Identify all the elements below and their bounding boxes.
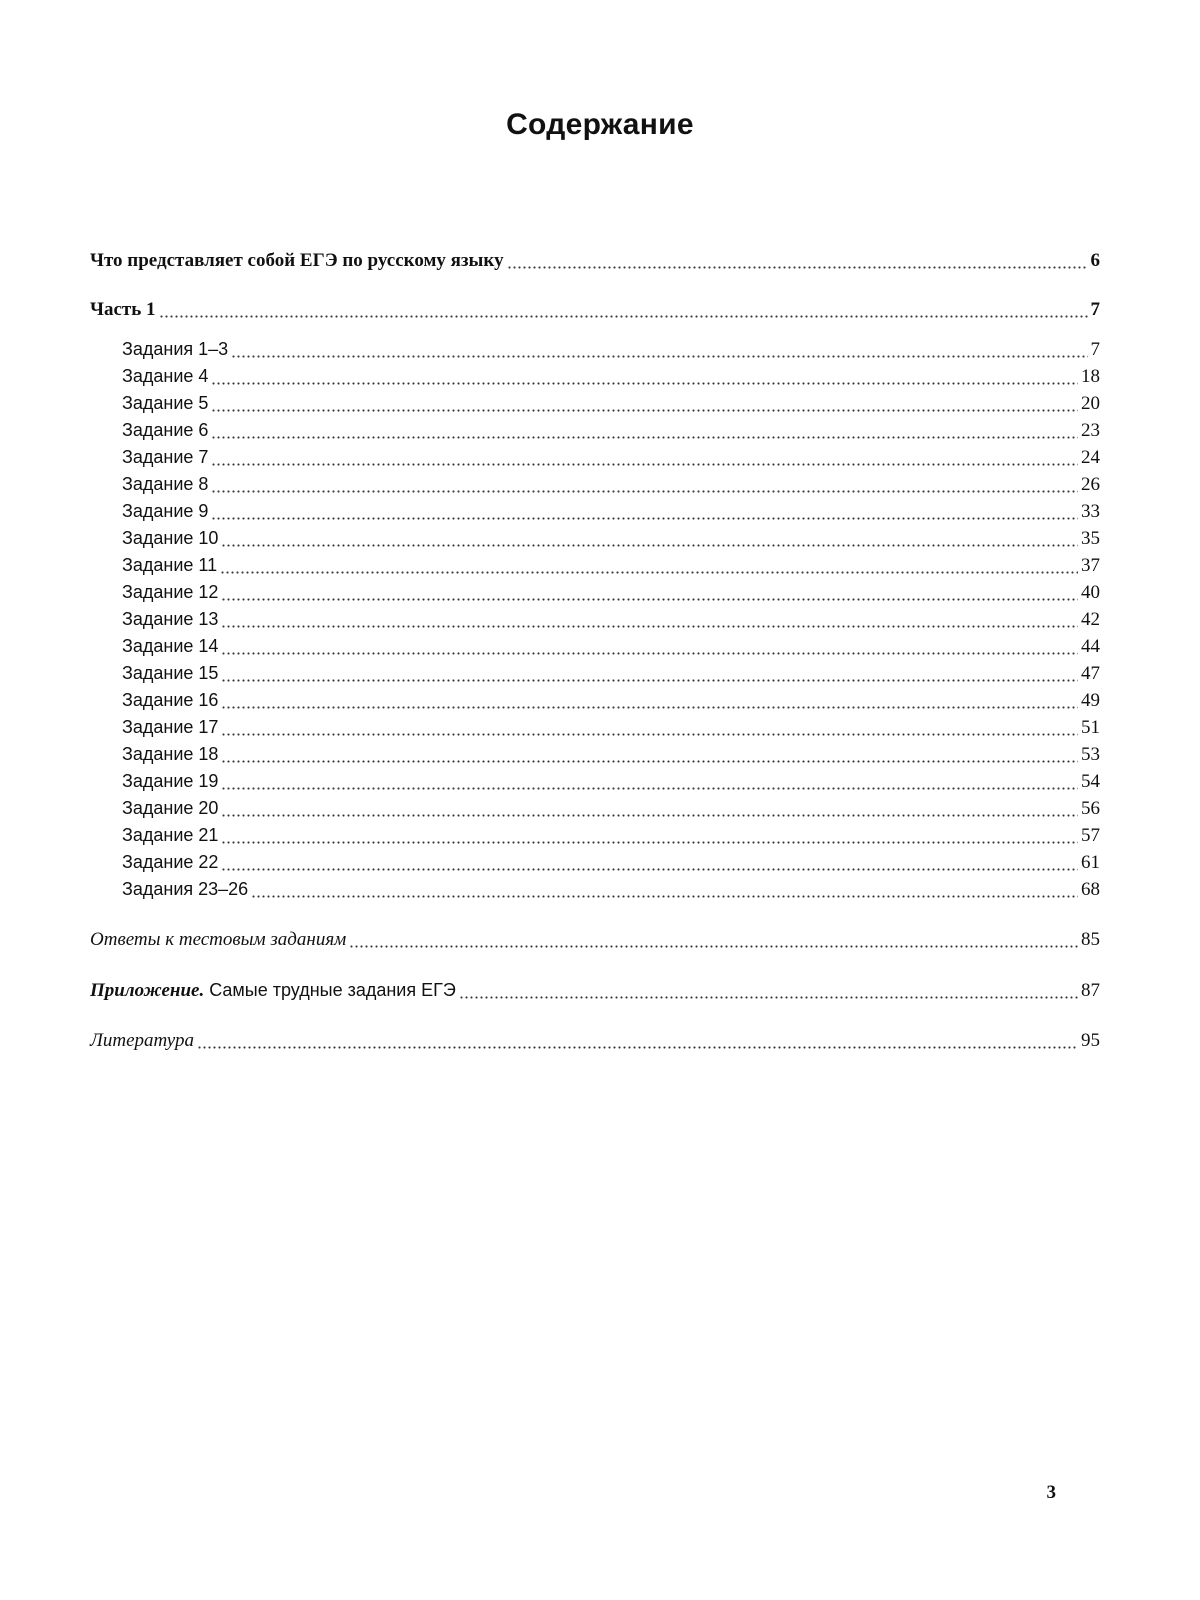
- toc-entry-page: 68: [1081, 879, 1100, 900]
- toc-entry-task[interactable]: [122, 690, 1100, 716]
- toc-entry-label: Задание 15: [122, 663, 219, 683]
- toc-entry-task[interactable]: [122, 717, 1100, 743]
- toc-entry-task[interactable]: [122, 582, 1100, 608]
- toc-entry-page: 18: [1081, 366, 1100, 387]
- dot-leader: [251, 893, 1078, 899]
- toc-entry-label: Задание 5: [122, 393, 209, 413]
- dot-leader: [211, 515, 1078, 521]
- toc-entry-page: 57: [1081, 825, 1100, 846]
- page-number: 3: [1046, 1482, 1056, 1503]
- dot-leader: [221, 596, 1078, 602]
- dot-leader: [159, 313, 1088, 319]
- toc-entry-part1[interactable]: [90, 299, 1100, 325]
- toc-entry-label: Литература: [90, 1030, 194, 1051]
- appendix-label-italic: Приложение.: [90, 980, 205, 1001]
- toc-entry-task[interactable]: [122, 825, 1100, 851]
- toc-entry-intro[interactable]: [90, 250, 1100, 276]
- toc-entry-label: Задание 9: [122, 501, 209, 521]
- toc-entry-page: 53: [1081, 744, 1100, 765]
- toc-entry-page: 23: [1081, 420, 1100, 441]
- toc-entry-task[interactable]: [122, 798, 1100, 824]
- toc-entry-task[interactable]: [122, 474, 1100, 500]
- toc-entry-label: Задание 22: [122, 852, 219, 872]
- dot-leader: [459, 994, 1078, 1000]
- dot-leader: [221, 731, 1078, 737]
- toc-entry-label: Задание 16: [122, 690, 219, 710]
- toc-entry-task[interactable]: [122, 852, 1100, 878]
- toc-entry-label: Часть 1: [90, 299, 156, 320]
- dot-leader: [221, 866, 1078, 872]
- dot-leader: [221, 542, 1078, 548]
- toc-entry-page: 61: [1081, 852, 1100, 873]
- toc-entry-label: [90, 980, 456, 1002]
- dot-leader: [197, 1044, 1078, 1050]
- toc-entry-page: 26: [1081, 474, 1100, 495]
- toc-entry-task[interactable]: [122, 609, 1100, 635]
- toc-entry-page: 40: [1081, 582, 1100, 603]
- toc-entry-label: Задания 1–3: [122, 339, 229, 359]
- toc-entry-page: 95: [1081, 1030, 1100, 1051]
- toc-entry-label: Задание 10: [122, 528, 219, 548]
- dot-leader: [221, 623, 1078, 629]
- appendix-label-rest: Самые трудные задания ЕГЭ: [204, 980, 456, 1000]
- toc-entry-page: 35: [1081, 528, 1100, 549]
- table-of-contents: [90, 0, 1100, 1100]
- dot-leader: [221, 812, 1078, 818]
- page-title: Содержание: [506, 108, 694, 141]
- toc-entry-page: 42: [1081, 609, 1100, 630]
- toc-entry-label: Задание 6: [122, 420, 209, 440]
- toc-entry-page: 51: [1081, 717, 1100, 738]
- toc-entry-label: Задание 11: [122, 555, 218, 575]
- toc-entry-task[interactable]: [122, 420, 1100, 446]
- toc-entry-page: 24: [1081, 447, 1100, 468]
- dot-leader: [231, 353, 1087, 359]
- toc-entry-task[interactable]: [122, 447, 1100, 473]
- toc-entry-label: Что представляет собой ЕГЭ по русскому языку: [90, 250, 504, 271]
- dot-leader: [221, 839, 1078, 845]
- dot-leader: [211, 407, 1078, 413]
- toc-entry-label: Задание 17: [122, 717, 219, 737]
- toc-entry-label: Задание 13: [122, 609, 219, 629]
- toc-entry-page: 33: [1081, 501, 1100, 522]
- dot-leader: [221, 785, 1078, 791]
- toc-entry-label: Задание 14: [122, 636, 219, 656]
- toc-entry-label: Задание 21: [122, 825, 219, 845]
- dot-leader: [349, 943, 1078, 949]
- toc-entry-task[interactable]: [122, 663, 1100, 689]
- toc-entry-task[interactable]: [122, 744, 1100, 770]
- toc-entry-task[interactable]: [122, 501, 1100, 527]
- toc-entry-task[interactable]: [122, 339, 1100, 365]
- dot-leader: [507, 264, 1088, 270]
- toc-entry-page: 20: [1081, 393, 1100, 414]
- toc-entry-task[interactable]: [122, 771, 1100, 797]
- toc-entry-label: Задание 12: [122, 582, 219, 602]
- toc-entry-task[interactable]: [122, 555, 1100, 581]
- dot-leader: [211, 434, 1078, 440]
- toc-entry-page: 37: [1081, 555, 1100, 576]
- dot-leader: [221, 677, 1078, 683]
- toc-entry-label: Задание 20: [122, 798, 219, 818]
- toc-entry-label: Задание 19: [122, 771, 219, 791]
- toc-entry-page: 54: [1081, 771, 1100, 792]
- toc-entry-label: Задание 7: [122, 447, 209, 467]
- toc-entry-label: Ответы к тестовым заданиям: [90, 929, 347, 950]
- toc-entry-page: 7: [1090, 339, 1100, 360]
- toc-entry-label: Задание 18: [122, 744, 219, 764]
- dot-leader: [211, 380, 1078, 386]
- toc-entry-page: 47: [1081, 663, 1100, 684]
- toc-entry-page: 85: [1081, 929, 1100, 950]
- dot-leader: [221, 704, 1078, 710]
- toc-entry-page: 6: [1090, 250, 1100, 271]
- toc-entry-task[interactable]: [122, 528, 1100, 554]
- toc-entry-page: 87: [1081, 980, 1100, 1001]
- toc-entry-task[interactable]: [122, 879, 1100, 905]
- dot-leader: [211, 461, 1078, 467]
- toc-entry-label: Задание 8: [122, 474, 209, 494]
- toc-entry-literature[interactable]: [90, 1030, 1100, 1056]
- dot-leader: [211, 488, 1078, 494]
- toc-entry-task[interactable]: [122, 636, 1100, 662]
- toc-entry-task[interactable]: [122, 393, 1100, 419]
- toc-entry-task[interactable]: [122, 366, 1100, 392]
- toc-entry-answers[interactable]: [90, 929, 1100, 955]
- toc-entry-page: 49: [1081, 690, 1100, 711]
- toc-entry-page: 56: [1081, 798, 1100, 819]
- toc-entry-page: 7: [1090, 299, 1100, 320]
- toc-entry-appendix[interactable]: [90, 980, 1100, 1006]
- dot-leader: [221, 650, 1078, 656]
- dot-leader: [220, 569, 1078, 575]
- toc-entry-label: Задания 23–26: [122, 879, 249, 899]
- toc-entry-page: 44: [1081, 636, 1100, 657]
- dot-leader: [221, 758, 1078, 764]
- toc-entry-label: Задание 4: [122, 366, 209, 386]
